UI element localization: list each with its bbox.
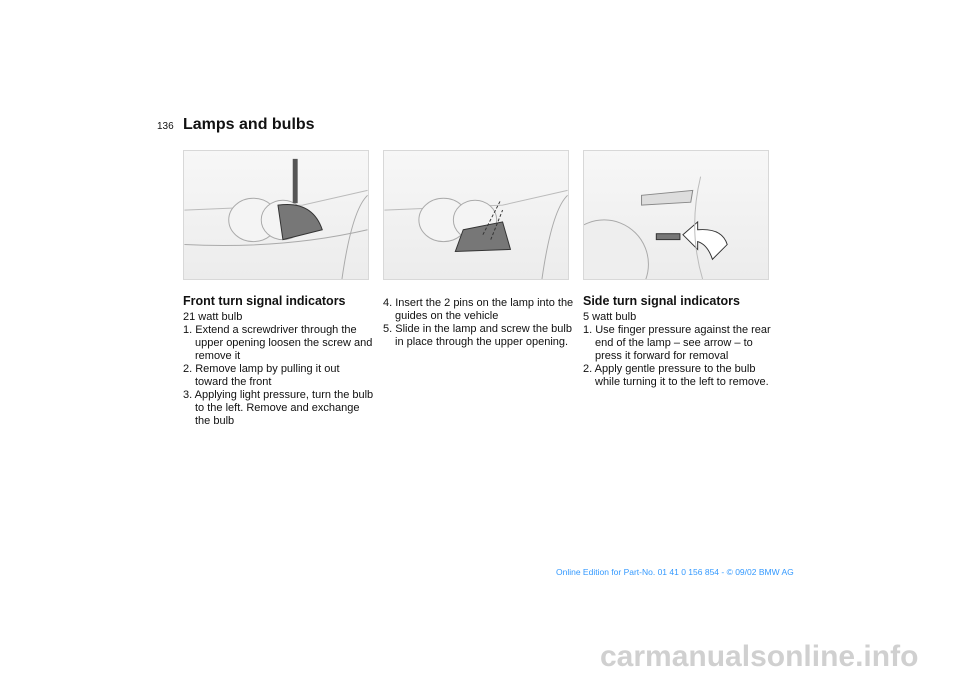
footer-edition-link[interactable]: Online Edition for Part-No. 01 41 0 156 854 - © 09/02 BMW AG [556,567,794,577]
page-title: Lamps and bulbs [183,116,315,133]
side-turn-signal-section [583,294,775,389]
front-turn-signal-continued [383,297,575,349]
step: 2. Remove lamp by pulling it out toward the front [183,363,340,388]
section-heading: Front turn signal indicators [183,294,346,308]
watermark: carmanualsonline.info [600,640,919,673]
figure-side-indicator [583,150,769,280]
figure-lamp-pins [383,150,569,280]
section-heading: Side turn signal indicators [583,294,740,308]
step: 1. Extend a screwdriver through the upper opening loosen the screw and remove it [183,324,373,362]
step: 1. Use finger pressure against the rear end of the lamp – see arrow – to press it forward for removal [583,324,771,362]
figure-screwdriver-headlight [183,150,369,280]
page-number: 136 [157,121,174,132]
step: 2. Apply gentle pressure to the bulb while turning it to the left to remove. [583,363,769,388]
step: 4. Insert the 2 pins on the lamp into the guides on the vehicle [383,297,574,322]
bulb-spec: 5 watt bulb [583,311,637,323]
front-turn-signal-section [183,294,375,428]
step: 3. Applying light pressure, turn the bulb to the left. Remove and exchange the bulb [183,389,374,427]
bulb-spec: 21 watt bulb [183,311,243,323]
step: 5. Slide in the lamp and screw the bulb in place through the upper opening. [383,323,572,348]
